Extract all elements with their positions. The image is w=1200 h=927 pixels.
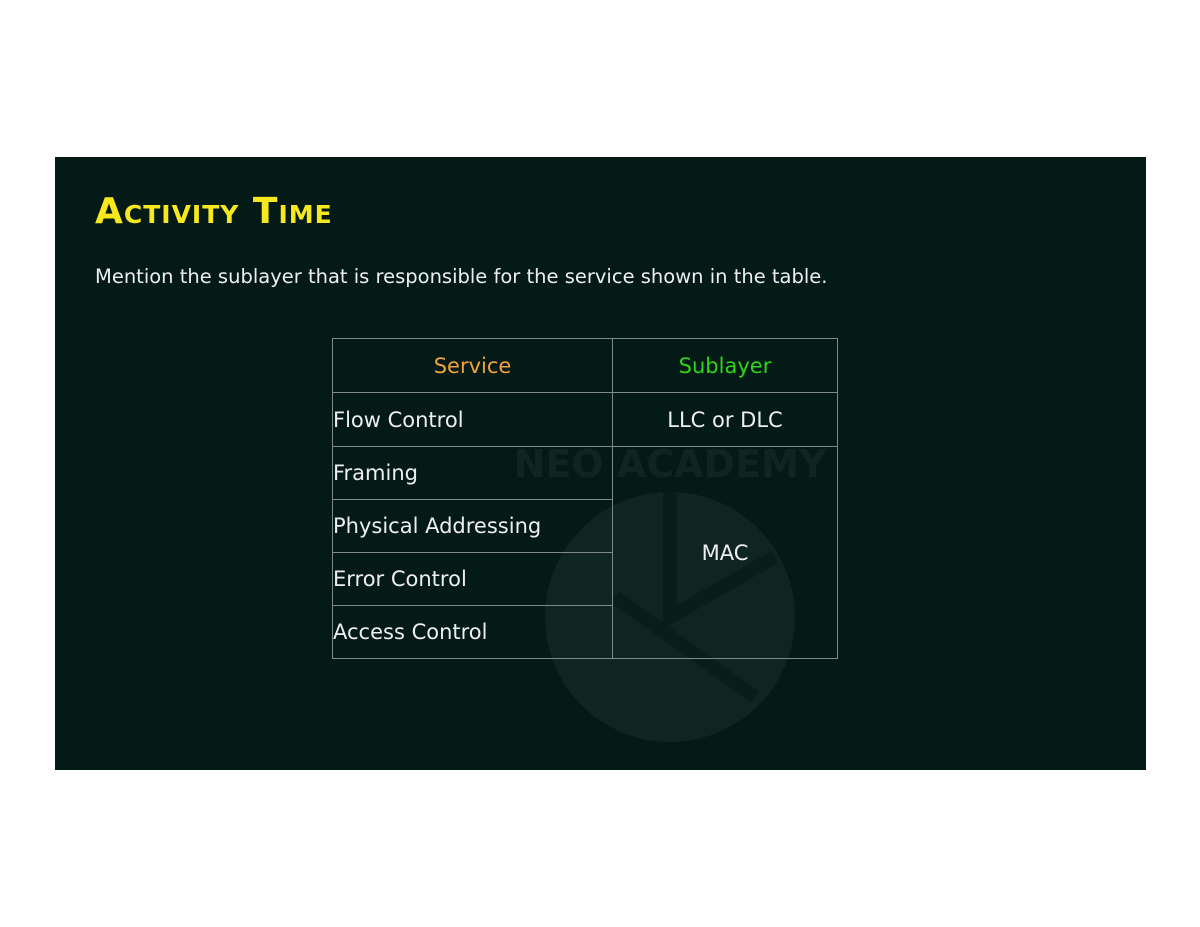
- service-cell: Error Control: [333, 553, 613, 606]
- service-cell: Physical Addressing: [333, 500, 613, 553]
- service-sublayer-table: [332, 338, 838, 659]
- slide-instruction: Mention the sublayer that is responsible for the service shown in the table.: [95, 265, 828, 288]
- slide-title: Activity Time: [95, 191, 333, 232]
- table-row: [333, 447, 838, 500]
- table-header-row: [333, 339, 838, 393]
- watermark-text: NEO ACADEMY: [513, 442, 827, 486]
- service-cell: Access Control: [333, 606, 613, 659]
- service-column-header: Service: [333, 339, 613, 393]
- service-cell: Framing: [333, 447, 613, 500]
- sublayer-cell: MAC: [613, 447, 838, 659]
- sublayer-column-header: Sublayer: [613, 339, 838, 393]
- table-row: [333, 393, 838, 447]
- slide: [55, 157, 1146, 770]
- service-cell: Flow Control: [333, 393, 613, 447]
- sublayer-cell: LLC or DLC: [613, 393, 838, 447]
